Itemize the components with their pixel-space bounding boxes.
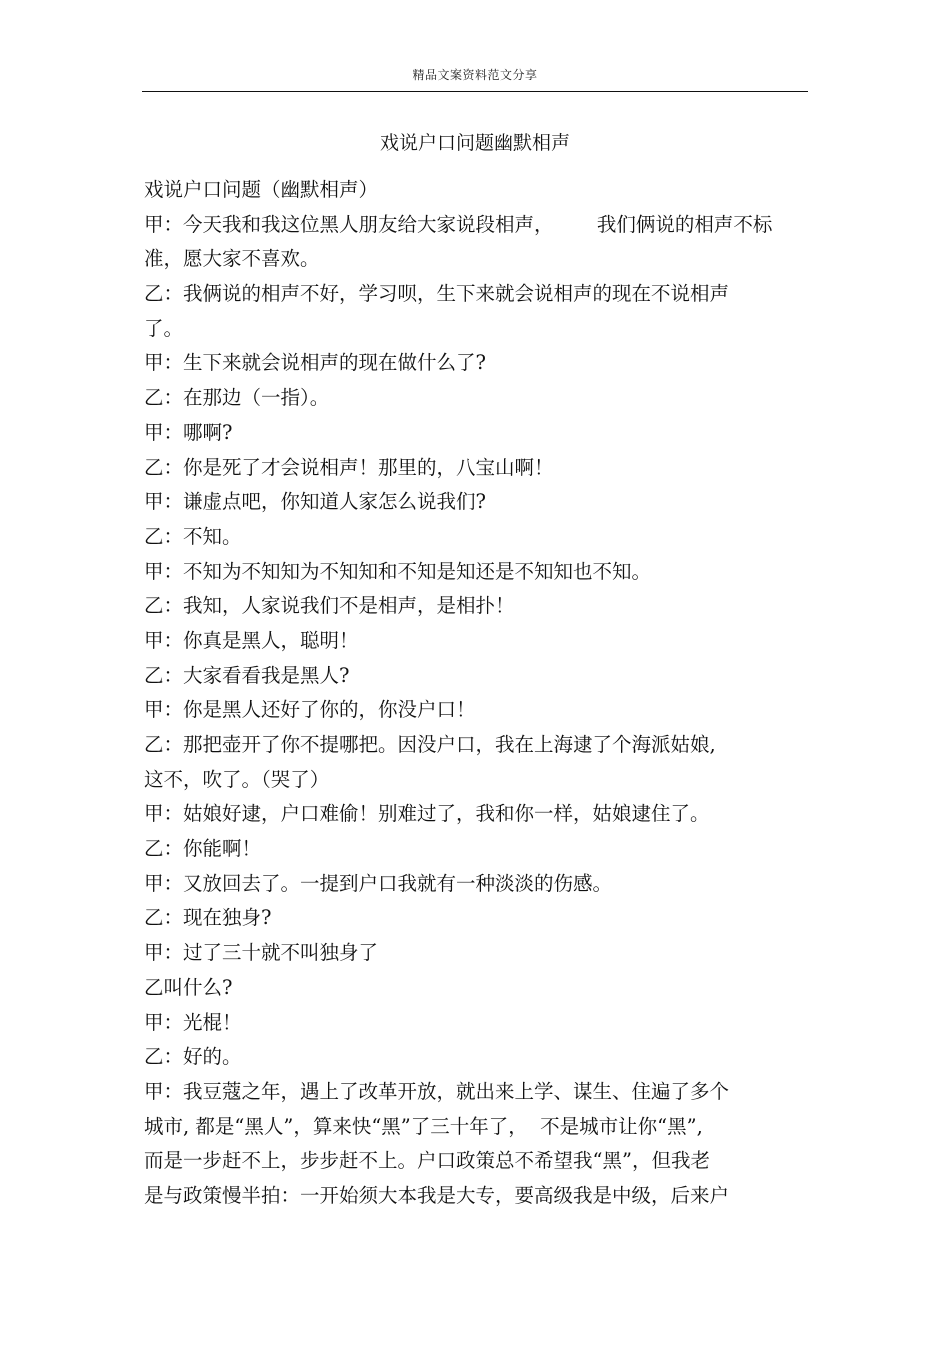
text-line: 乙：我知，人家说我们不是相声，是相扑！ <box>144 594 515 618</box>
text-line: 乙叫什么? <box>144 975 233 999</box>
text-line: 甲：哪啊? <box>144 420 233 444</box>
document-body <box>144 173 814 1214</box>
text-line: 甲：生下来就会说相声的现在做什么了? <box>144 351 486 375</box>
text-line: 甲：你是黑人还好了你的，你没户口！ <box>144 698 476 722</box>
text-line: 乙：那把壶开了你不提哪把。因没户口，我在上海逮了个海派姑娘, <box>144 733 716 756</box>
text-line: 城市, 都是“黑人”，算来快“黑”了三十年了， 不是城市让你“黑”, <box>144 1114 703 1138</box>
text-line: 乙：我俩说的相声不好，学习呗，生下来就会说相声的现在不说相声 <box>144 282 730 306</box>
text-line: 甲：姑娘好逮，户口难偷！别难过了，我和你一样，姑娘逮住了。 <box>144 802 710 826</box>
text-line: 甲：谦虚点吧，你知道人家怎么说我们? <box>144 490 486 514</box>
text-line: 甲：过了三十就不叫独身了 <box>144 941 379 965</box>
text-line: 乙：大家看看我是黑人? <box>144 663 350 687</box>
header-divider <box>142 91 808 92</box>
text-line: 甲：今天我和我这位黑人朋友给大家说段相声， 我们俩说的相声不标 <box>144 212 773 236</box>
text-line: 甲：我豆蔻之年，遇上了改革开放，就出来上学、谋生、住遍了多个 <box>144 1079 730 1103</box>
page-header: 精品文案资料范文分享 <box>412 68 538 82</box>
text-line: 乙：现在独身? <box>144 906 272 930</box>
text-line: 甲：又放回去了。一提到户口我就有一种淡淡的伤感。 <box>144 871 613 895</box>
text-line: 戏说户口问题（幽默相声） <box>144 178 379 201</box>
document-title: 戏说户口问题幽默相声 <box>379 132 570 154</box>
text-line: 了。 <box>144 316 184 340</box>
text-line: 这不，吹了。（哭了） <box>144 767 330 791</box>
text-line: 乙：好的。 <box>144 1045 242 1069</box>
text-line: 是与政策慢半拍：一开始须大本我是大专，要高级我是中级，后来户 <box>144 1183 730 1207</box>
text-line: 乙：你能啊！ <box>144 837 262 861</box>
text-line: 而是一步赶不上，步步赶不上。户口政策总不希望我“黑”，但我老 <box>144 1149 710 1173</box>
text-line: 甲：你真是黑人，聪明！ <box>144 628 359 652</box>
text-line: 甲：光棍！ <box>144 1010 242 1034</box>
text-line: 甲：不知为不知知为不知知和不知是知还是不知知也不知。 <box>144 559 652 583</box>
text-line: 乙：在那边（一指）。 <box>144 386 330 410</box>
text-line: 乙：你是死了才会说相声！那里的，八宝山啊！ <box>144 455 554 479</box>
text-line: 准，愿大家不喜欢。 <box>144 247 320 271</box>
text-line: 乙：不知。 <box>144 524 242 548</box>
